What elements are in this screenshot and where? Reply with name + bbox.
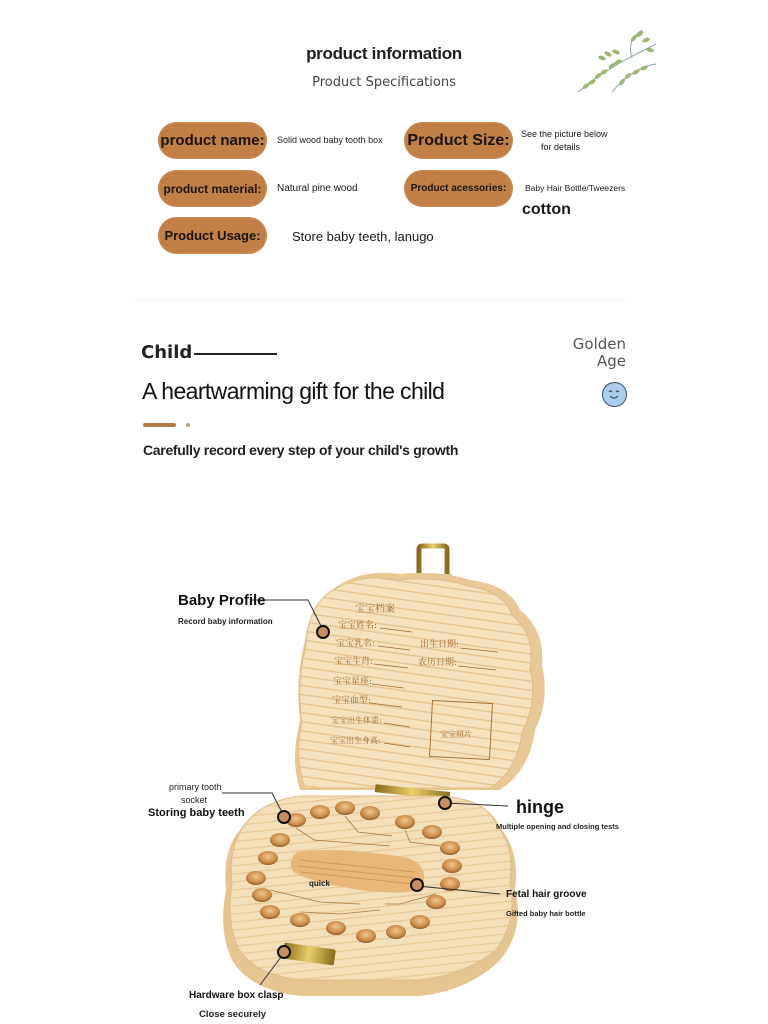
hinge-title: hinge <box>516 797 564 817</box>
hair-groove-title: Fetal hair groove <box>506 889 587 900</box>
svg-text:农历日期:: 农历日期: <box>418 658 458 668</box>
tooth-socket-line2: socket <box>181 795 208 805</box>
headline: A heartwarming gift for the child <box>142 378 445 404</box>
quick-label: quick <box>309 879 330 888</box>
spec-label-size: Product Size: <box>404 122 513 159</box>
hinge-sub: Multiple opening and closing tests <box>496 822 619 831</box>
spec-value-accessories-extra: cotton <box>522 201 571 218</box>
baby-profile-marker[interactable] <box>316 625 330 639</box>
baby-profile-title: Baby Profile <box>178 592 266 609</box>
svg-text:宝宝血型:: 宝宝血型: <box>332 696 372 706</box>
spec-label-usage: Product Usage: <box>158 217 267 254</box>
spec-value-accessories: Baby Hair Bottle/Tweezers <box>525 183 626 193</box>
tooth-socket-line1: primary tooth <box>169 782 222 792</box>
baby-profile-sub: Record baby information <box>178 617 273 626</box>
hinge-marker[interactable] <box>438 796 452 810</box>
golden-age-line1: Golden <box>572 335 626 353</box>
spec-value-size-line2: for details <box>541 142 581 152</box>
clasp-title: Hardware box clasp <box>189 990 284 1001</box>
lid-engraving-title: 宝宝档案 <box>355 604 395 615</box>
svg-text:宝宝出生体重:: 宝宝出生体重: <box>331 716 382 725</box>
spec-label-name: product name: <box>158 122 267 159</box>
hair-groove-sub: Gifted baby hair bottle <box>506 909 586 918</box>
svg-text:宝宝照片: 宝宝照片 <box>440 730 472 739</box>
spec-value-name: Solid wood baby tooth box <box>277 135 383 145</box>
spec-value-size-line1: See the picture below <box>521 129 608 139</box>
spec-label-material: product material: <box>158 170 267 207</box>
svg-text:宝宝姓名:: 宝宝姓名: <box>338 621 378 631</box>
svg-text:宝宝出生身高:: 宝宝出生身高: <box>330 736 381 745</box>
spec-label-accessories: Product acessories: <box>404 170 513 207</box>
hair-groove-marker[interactable] <box>410 878 424 892</box>
tooth-socket-marker[interactable] <box>277 810 291 824</box>
tooth-socket-title: Storing baby teeth <box>148 807 245 819</box>
page-subtitle: Product Specifications <box>312 75 456 90</box>
tagline: Carefully record every step of your child's growth <box>143 442 459 458</box>
clasp-marker[interactable] <box>277 945 291 959</box>
section-label: Child <box>141 342 193 363</box>
svg-text:宝宝生肖:: 宝宝生肖: <box>334 657 374 667</box>
spec-value-material: Natural pine wood <box>277 183 358 194</box>
page-title: product information <box>306 44 462 63</box>
svg-text:宝宝星座:: 宝宝星座: <box>333 677 373 687</box>
spec-value-usage: Store baby teeth, lanugo <box>292 229 434 244</box>
golden-age-line2: Age <box>596 352 626 370</box>
svg-text:出生日期:: 出生日期: <box>420 640 460 650</box>
clasp-sub: Close securely <box>199 1009 267 1020</box>
svg-text:宝宝乳名:: 宝宝乳名: <box>336 639 376 649</box>
